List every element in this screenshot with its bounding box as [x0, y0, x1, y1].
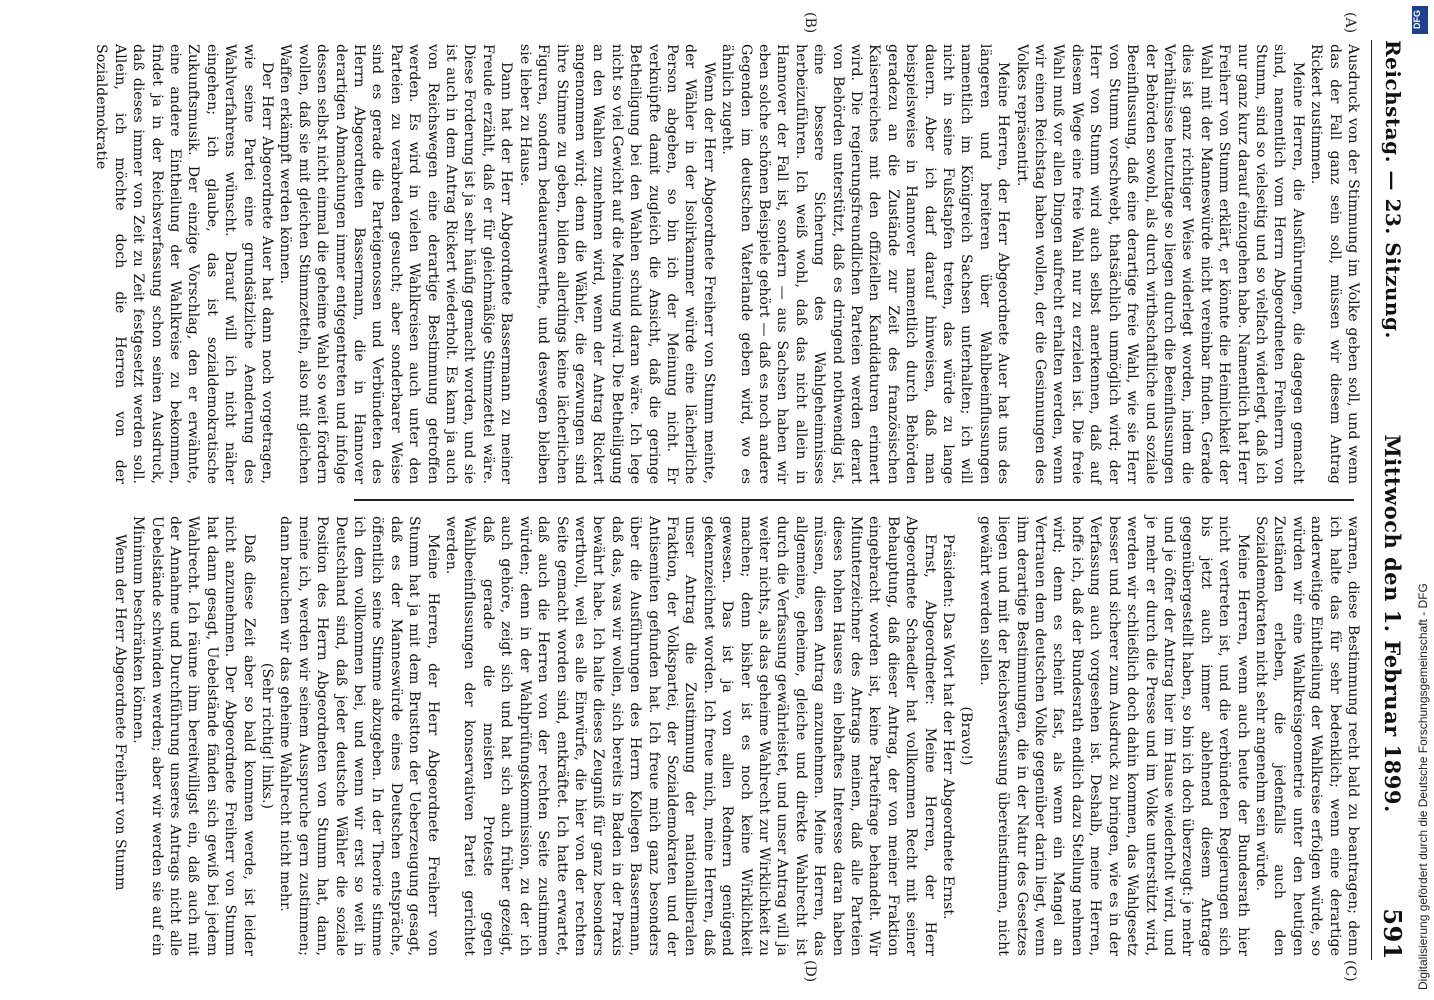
page-header: [1371, 40, 1414, 960]
column-divider: [354, 499, 1354, 501]
interjection: (Bravo!): [958, 706, 975, 766]
speaker-paragraph: Ernst, Abgeordneter: Meine Herren, der Herr Abgeordnete Schaedler hat vollkommen Recht mit seiner Behauptung, daß dieser Antrag, der von meiner Fraktion eingebracht worden ist, keine Parteifrage behandelt. Wir Mitunterzeichner des Antrags meinen, daß alle Parteien dieses hohen Hauses ein lebhaftes Interesse daran haben müssen, diesen Antrag anzunehmen. Meine Herren, das allgemeine, geheime, gleiche und direkte Wahlrecht ist durch die Verfassung gewährleistet, und unser Antrag will ja weiter nichts, als das geheime Wahlrecht zur Wirklichkeit zu machen; denn bisher ist es noch keine Wirklichkeit gewesen. Das ist ja von allen Rednern genügend gekennzeichnet worden. Ich freue mich, meine Herren, daß unser Antrag die Zustimmung der nationalliberalen Fraktion, der Volkspartei, der Sozialdemokraten und der Antisemiten gefunden hat. Ich freue mich ganz besonders über die Ausführungen des Herrn Kollegen Bassermann, daß das, was wir wollen, sich bereits in Baden in der Praxis bewährt habe. Ich halte dieses Zeugniß für ganz besonders werthvoll, weil es alle Einwürfe, die hier von der rechten Seite gemacht worden sind, entkräftet. Ich hatte erwartet, daß auch die Herren von der rechten Seite zustimmen würden; denn in der Wahlprüfungskommission, zu der ich auch gehöre, zeigt sich und hat sich auch früher gezeigt, daß gerade die meisten Proteste gegen Wahlbeeinflussungen der konservativen Partei gerichtet werden.: [443, 516, 938, 956]
right-column: [111, 516, 1362, 956]
paragraph: Meine Herren, wenn auch heute der Bundesrath hier nicht vertreten ist, und die verbündeten Regierungen sich bis jetzt auch immer ablehnend diesem Antrage gegenübergestellt haben, so bin ich doch überzeugt: je mehr und je öfter der Antrag hier im Hause wiederholt wird, und je mehr er durch die Presse und im Volke unterstützt wird, werden wir schließlich doch dahin kommen, das Wahlgesetz besser und sicherer zum Ausdruck zu bringen, wie es in der Verfassung auch vorgesehen ist. Deshalb, meine Herren, hoffe ich, daß der Bundesrath endlich dazu Stellung nehmen wird; denn es scheint fast, als wenn ein Mangel an Vertrauen dem deutschen Volke gegenüber darin liegt, wenn ihm derartige Bestimmungen, die in der Natur des Gesetzes liegen und mit der Reichsverfassung übereinstimmen, nicht gewährt werden sollen.: [976, 516, 1251, 956]
header-left: Reichstag. — 23. Sitzung.: [1381, 40, 1405, 339]
paragraph: warnen, diese Bestimmung recht bald zu beantragen; denn ich halte das für sehr bedenklich; wenn eine derartige anderweitige Eintheilung der Wahlkreise erfolgen würde, so würden wir eine Wahlkreisgeometrie unter den heutigen Zuständen erleben, die jedenfalls auch den Sozialdemokraten nicht sehr angenehm sein würde.: [1252, 516, 1361, 956]
dfg-logo: DFG: [1412, 6, 1428, 34]
header-date: Mittwoch den 1. Februar 1899.: [1380, 434, 1406, 813]
page-number: 591: [1378, 908, 1408, 960]
paragraph: Wenn der Herr Abgeordnete Freiherr von Stumm meinte, der Wähler in der Isolirkammer würde eine lächerliche Person abgeben, so bin ich der Meinung nicht. Er verknüpfte damit zugleich die Ansicht, daß die geringe Betheiligung bei den Wahlen schuld daran wäre. Ich lege nicht so viel Gewicht auf die Meinung wird. Die Betheiligung an den Wahlen zunehmen wird, wenn der Antrag Rickert angenommen wird; denn die Wähler, die gezwungen sind ihre Stimme zu geben, bilden allerdings keine lächerlichen Figuren, sondern bedauernswerthe, und deswegen bleiben sie lieber zu Hause.: [516, 44, 717, 484]
paragraph: Ausdruck von der Stimmung im Volke geben soll, und wenn das der Fall ganz sein soll, müssen wir diesem Antrag Rickert zustimmen.: [1308, 44, 1361, 484]
digitization-watermark: Digitalisierung gefördert durch die Deutsche Forschungsgemeinschaft - DFG: [1416, 583, 1430, 990]
speaker-paragraph: Präsident: Das Wort hat der Herr Abgeordnete Ernst.: [940, 534, 957, 920]
paragraph: Meine Herren, die Ausführungen, die dagegen gemacht sind, namentlich vom Herrn Abgeordneten Freiherrn von Stumm, sind so vielseitig und so vielfach widerlegt, daß ich nur ganz kurz darauf einzugehen habe. Namentlich hat Herr Freiherr von Stumm erklärt, er könnte die Heimlichkeit der Wahl mit der Manneswürde nicht vereinbar finden. Gerade dies ist ganz richtiger Weise widerlegt worden, indem die Verhältnisse heutzutage so liegen durch die Beeinflussungen der Behörden sowohl, als durch wirthschaftliche und soziale Beeinflussung, daß eine derartige freie Wahl, wie sie Herr von Stumm vorschwebt, thatsächlich unmöglich wird; der Herr von Stumm wird auch selbst anerkennen, daß auf diesem Wege eine freie Wahl nur zu erzielen ist. Die freie Wahl muß vor allen Dingen aufrecht erhalten werden, wenn wir einen Reichstag haben wollen, der die Gesinnungen des Volkes repräsentirt.: [1013, 44, 1306, 484]
interjection: (Sehr richtig! links.): [259, 662, 276, 810]
marker-d: (D): [802, 960, 818, 983]
marker-c: (C): [1342, 960, 1358, 982]
marker-a: (A): [1342, 12, 1358, 34]
paragraph: Der Herr Abgeordnete Auer hat dann noch vorgetragen, wie seine Partei eine grundsätzliche Aenderung des Wahlverfahrens wünscht. Darauf will ich nicht näher eingehen; ich glaube, das ist sozialdemokratische Zukunftsmusik. Der einzige Vorschlag, den er erwähnte, eine andere Eintheilung der Wahlkreise zu bekommen, findet ja in der Reichsverfassung schon seinen Ausdruck, daß dieses immer von Zeit zu Zeit festgesetzt werden soll. Allein, ich möchte doch die Herren von der Sozialdemokratie: [93, 44, 276, 484]
paragraph: Dann hat der Herr Abgeordnete Bassermann zu meiner Freude erzählt, daß er für gleichmäßige Stimmzettel wäre. Diese Forderung ist ja sehr häufig gemacht worden, und sie ist auch in dem Antrag Rickert wiederholt. Es kann ja auch von Reichswegen eine derartige Bestimmung getroffen werden. Es wird in vielen Wahlkreisen auch unter den Parteien zu verabreden gesucht; aber sonderbarer Weise sind es gerade die Parteigenossen und Verbündeten des Herrn Abgeordneten Bassermann, die in Hannover derartigen Abmachungen immer entgegentreten und infolge dessen selbst nicht einmal die geheime Wahl so weit fördern wollen, daß sie mit gleichen Stimmzetteln, also mit gleichen Waffen erkämpft werden können.: [277, 44, 515, 484]
left-column: [93, 44, 1362, 484]
paragraph: Wenn der Herr Abgeordnete Freiherr von Stumm: [111, 534, 128, 891]
paragraph: Meine Herren, der Herr Abgeordnete Freiherr von Stumm hat ja mit dem Brustton der Ueberzeugung gesagt, daß es der Manneswürde eines Deutschen entspräche, öffentlich seine Stimme abzugeben. In der Theorie stimme ich dem vollkommen bei, und wenn wir erst so weit in Deutschland sind, daß jeder deutsche Wähler die soziale Position des Herrn Abgeordneten von Stumm hat, dann, meine ich, werden wir seinem Ausspruche gern zustimmen; dann brauchen wir das geheime Wahlrecht nicht mehr.: [277, 516, 441, 956]
marker-b: (B): [802, 12, 818, 34]
paragraph: Meine Herren, der Herr Abgeordnete Auer hat uns des längeren und breiteren über Wahlbeeinflussungen namentlich im Königreich Sachsen unterhalten; ich will nicht in seine Fußstapfen treten, das würde zu lange dauern. Aber ich darf darauf hinweisen, daß man beispielsweise in Hannover namentlich durch Behörden geradezu an die Zustände zur Zeit des französischen Kaiserreiches mit den offiziellen Kandidaturen erinnert wird. Die regierungsfreundlichen Parteien werden derart von Behörden unterstützt, daß es dringend nothwendig ist, eine bessere Sicherung des Wahlgeheimnisses herbeizuführen. Ich weiß wohl, daß das nicht allein in Hannover der Fall ist, sondern — aus Sachsen haben wir eben solche schönen Beispiele gehört — daß es noch andere Gegenden im deutschen Vaterlande geben wird, wo es ähnlich zugeht.: [719, 44, 1012, 484]
paragraph: Daß diese Zeit aber so bald kommen werde, ist leider nicht anzunehmen. Der Abgeordnete Freiherr von Stumm hat dann gesagt, Uebelstände fänden sich gewiß bei jedem Wahlrecht. Ich räume ihm bereitwilligst ein, daß auch mit der Annahme und Durchführung unseres Antrags nicht alle Uebelstände schwinden werden; aber wir werden sie auf ein Minimum beschränken können.: [130, 516, 257, 956]
